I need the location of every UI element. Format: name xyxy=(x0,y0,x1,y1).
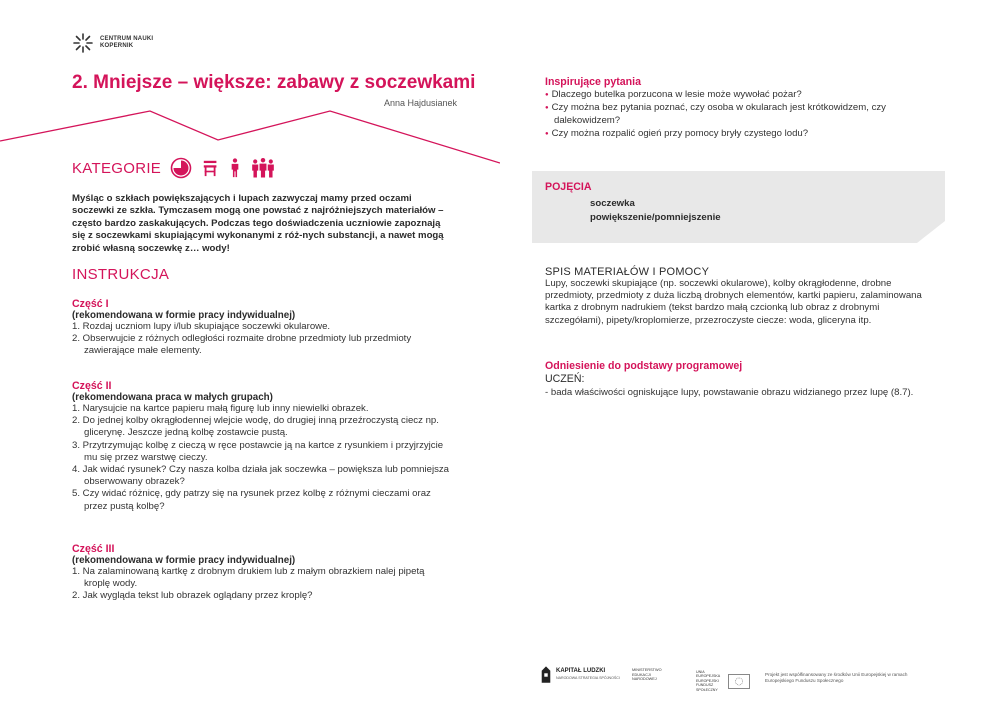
ministry-logo: MINISTERSTWO EDUKACJI NARODOWEJ xyxy=(632,668,662,682)
pytanie-item: ● Dlaczego butelka porzucona w lesie może wywołać pożar? xyxy=(545,89,935,102)
odniesienie-text: - bada właściwości ogniskujące lupy, powstawanie obrazu widzianego przez lupę (8.7). xyxy=(545,387,914,398)
pytanie-item: ● Czy można bez pytania poznać, czy osoba w okularach jest krótkowidzem, czy dalekowidzem? xyxy=(545,102,935,127)
eu-text: UNIA EUROPEJSKA EUROPEJSKI FUNDUSZ SPOŁECZNY xyxy=(696,669,720,692)
clock-pie-icon xyxy=(170,157,192,179)
step-list xyxy=(72,566,452,603)
part-1 xyxy=(72,298,452,358)
kapital-ludzki-label: KAPITAŁ LUDZKI xyxy=(556,668,606,674)
spis-title: SPIS MATERIAŁÓW I POMOCY xyxy=(545,266,710,278)
pojecie-item: powiększenie/pomniejszenie xyxy=(590,212,721,223)
step-item: 2. Obserwujcie z różnych odległości rozmaite drobne przedmioty lub przedmioty zawierające małe elementy. xyxy=(72,333,412,357)
step-item: 2. Do jednej kolby okrągłodennej wlejcie wodę, do drugiej inną przeźroczystą ciecz np. glicerynę. Jeszcze jedną kolbę zostawcie pustą. xyxy=(72,415,439,439)
step-item: 2. Jak wygląda tekst lub obrazek oglądany przez kroplę? xyxy=(72,590,313,602)
kategorie-label: KATEGORIE xyxy=(72,160,162,177)
step-item: 1. Rozdaj uczniom lupy i/lub skupiające soczewki okularowe. xyxy=(72,321,331,332)
step-item: 1. Narysujcie na kartce papieru małą figurę lub inny niewielki obrazek. xyxy=(72,403,369,414)
part-title: Część III xyxy=(72,543,115,555)
pojecia-title: POJĘCIA xyxy=(545,181,592,193)
kapital-ludzki-icon xyxy=(540,665,552,685)
eu-stars-icon xyxy=(730,676,748,687)
part-title: Część I xyxy=(72,298,109,310)
logo-line1: CENTRUM NAUKI xyxy=(100,36,154,42)
kategorie-icons xyxy=(170,156,276,180)
step-list xyxy=(72,403,452,513)
step-list xyxy=(72,321,452,358)
instrukcja-heading: INSTRUKCJA xyxy=(72,266,170,283)
page-title: 2. Mniejsze – większe: zabawy z soczewkami xyxy=(72,72,476,93)
step-item: 1. Na zalaminowaną kartkę z drobnym drukiem lub z małym obrazkiem nalej pipetą kroplę wody. xyxy=(72,566,425,590)
step-item: 5. Czy widać różnicę, gdy patrzy się na rysunek przez kolbę z różnymi cieczami oraz przez pustą kolbę? xyxy=(72,488,431,512)
eu-logo xyxy=(696,666,750,696)
part-subtitle: (rekomendowana w formie pracy indywidualnej) xyxy=(72,555,296,566)
part-subtitle: (rekomendowana w formie pracy indywidualnej) xyxy=(72,310,296,321)
logo-text xyxy=(100,36,153,50)
part-subtitle: (rekomendowana praca w małych grupach) xyxy=(72,392,273,403)
star-burst-icon xyxy=(72,32,94,54)
spis-text: Lupy, soczewki skupiające (np. soczewki okularowe), kolby okrągłodenne, drobne przedmioty, przedmioty z duża liczbą drobnych elementów, kartki papieru, zalaminowana kartka z drobnym nadrukiem (tekst bardzo małą czcionką lub obraz z drobnymi szczegółami), pipety/kroplomierze, przezroczyste ciecze: woda, gliceryna itp. xyxy=(545,278,922,326)
eu-flag-icon xyxy=(728,674,750,689)
odniesienie-uczen: UCZEŃ: xyxy=(545,373,585,385)
part-2 xyxy=(72,380,452,513)
pytania-list xyxy=(545,89,935,141)
kapital-ludzki-text xyxy=(556,668,620,682)
step-item: 4. Jak widać rysunek? Czy nasza kolba działa jak soczewka – powiększa lub pomniejsza obserwowany obrazek? xyxy=(72,464,450,488)
person-icon xyxy=(230,157,240,179)
logo-line2: KOPERNIK xyxy=(100,43,134,49)
logo xyxy=(72,30,192,56)
pojecia-list xyxy=(590,197,721,225)
step-item: 3. Przytrzymując kolbę z cieczą w ręce postawcie ją na kartce z rysunkiem i przyjrzyjcie mu się przez warstwę cieczy. xyxy=(72,439,444,463)
desk-chair-icon xyxy=(202,157,220,179)
intro-paragraph: Myśląc o szkłach powiększających i lupach zazwyczaj mamy przed oczami soczewki ze szkła. Tymczasem mogą one powstać z najróżniejszych materiałów – często bardzo zaskakujących. Podczas tego doświadczenia uczniowie zapoznają się z soczewkami skupiającymi wykonanymi z róż-nych substancji, a nawet mogą zrobić własną soczewkę z… wody! xyxy=(72,193,444,254)
odniesienie-title: Odniesienie do podstawy programowej xyxy=(545,360,743,372)
kapital-ludzki-logo xyxy=(540,660,620,690)
part-3 xyxy=(72,543,452,603)
funding-note: Projekt jest współfinansowany ze środków Unii Europejskiej w ramach Europejskiego Funduszu Społecznego xyxy=(765,672,908,683)
pojecie-item: soczewka xyxy=(590,198,635,209)
kapital-ludzki-sub: NARODOWA STRATEGIA SPÓJNOŚCI xyxy=(556,676,620,680)
part-title: Część II xyxy=(72,380,112,392)
pytanie-item: ● Czy można rozpalić ogień przy pomocy bryły czystego lodu? xyxy=(545,128,935,141)
author: Anna Hajdusianek xyxy=(384,98,458,108)
pytania-title: Inspirujące pytania xyxy=(545,76,641,88)
group-icon xyxy=(250,157,276,179)
